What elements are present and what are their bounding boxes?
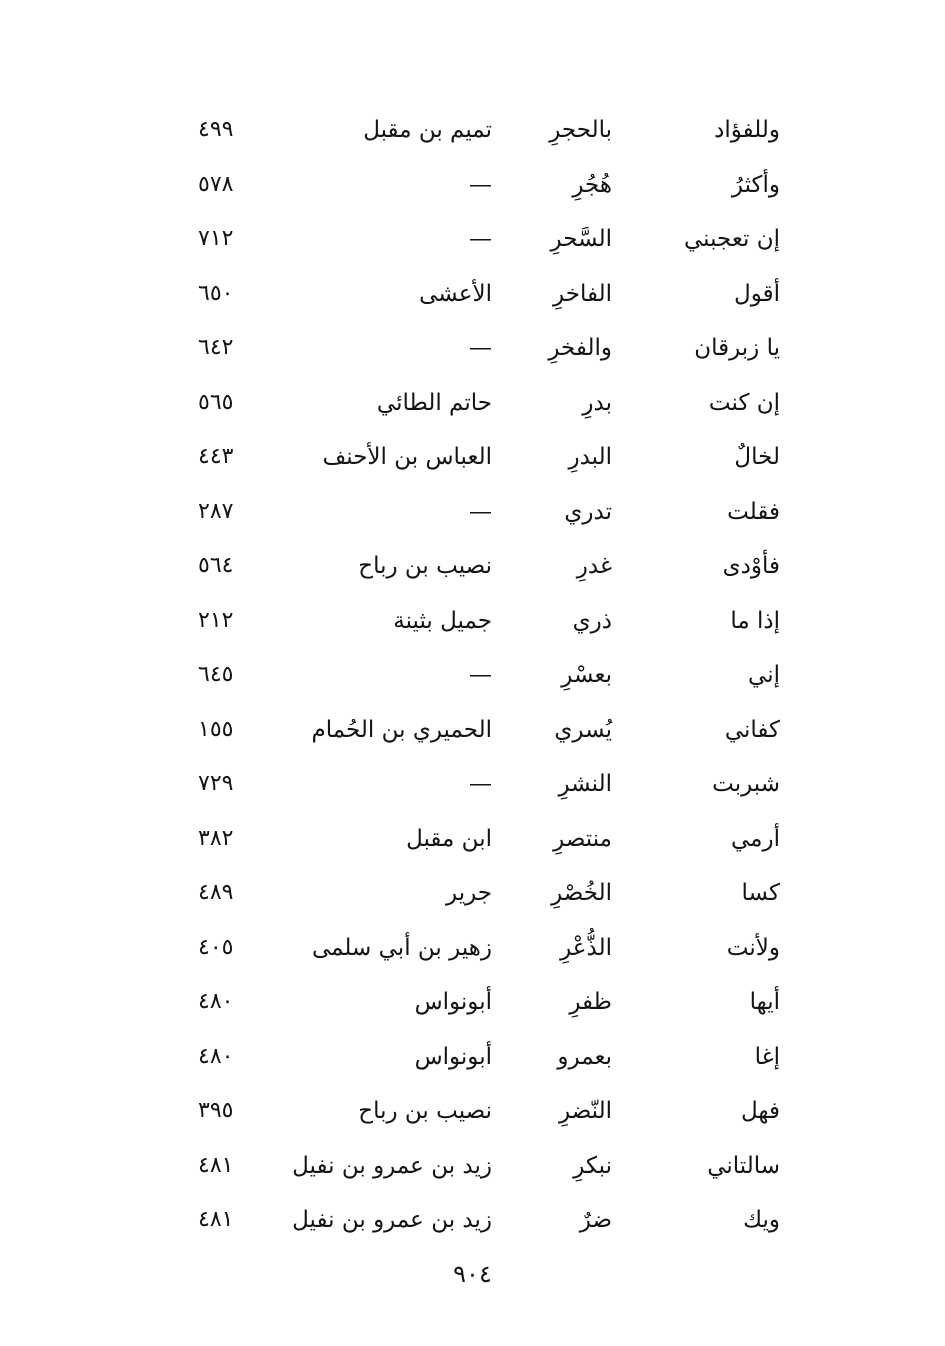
poet-name: — (469, 662, 492, 688)
rhyme-word: الذُّعْرِ (560, 934, 612, 961)
index-row-8 (180, 485, 780, 540)
index-row-11 (180, 648, 780, 703)
verse-opening-word: سالتاني (707, 1152, 780, 1179)
rhyme-word: بعمرو (557, 1043, 612, 1070)
poet-name: الأعشى (419, 280, 492, 307)
index-row-9 (180, 539, 780, 594)
rhyme-word: منتصرِ (553, 825, 612, 852)
poet-name: — (469, 771, 492, 797)
verse-opening-word: أقول (734, 280, 780, 307)
poet-name: زهير بن أبي سلمى (311, 934, 492, 961)
poet-name: أبونواس (414, 989, 492, 1015)
rhyme-word: الخُصْرِ (551, 880, 612, 906)
rhyme-word: النّضرِ (559, 1098, 612, 1124)
index-row-5 (180, 321, 780, 376)
page-number: ٣٩٥ (198, 1098, 234, 1123)
page-number: ٧٢٩ (198, 771, 234, 796)
verse-opening-word: شبربت (712, 771, 780, 797)
index-row-16 (180, 921, 780, 976)
verse-opening-word: إن كنت (708, 389, 780, 416)
page-number: ٤٠٥ (198, 934, 234, 960)
verse-opening-word: لخالٌ (734, 444, 780, 470)
page-number: ٦٤٢ (198, 335, 234, 360)
rhyme-word: هُجُرِ (572, 171, 612, 198)
poet-name: تميم بن مقبل (363, 117, 492, 143)
index-row-17 (180, 975, 780, 1030)
verse-opening-word: ولأنت (726, 934, 780, 961)
verse-opening-word: أيها (749, 989, 780, 1015)
index-row-19 (180, 1084, 780, 1139)
index-row-2 (180, 158, 780, 213)
index-row-20 (180, 1139, 780, 1194)
page-number: ٤٩٩ (198, 117, 234, 142)
verse-opening-word: كسا (741, 880, 780, 906)
page-number: ٢٨٧ (198, 498, 234, 524)
poet-name: جميل بثينة (393, 607, 492, 634)
page-number: ١٥٥ (198, 716, 234, 742)
poet-name: حاتم الطائي (376, 389, 492, 416)
page-number: ٤٨٩ (198, 880, 234, 905)
index-row-7 (180, 430, 780, 485)
poet-name: — (469, 171, 492, 198)
poet-name: — (469, 498, 492, 525)
rhyme-word: غدرِ (576, 553, 612, 579)
rhyme-word: ضرٌ (579, 1207, 612, 1233)
index-row-15 (180, 866, 780, 921)
poet-name: — (469, 335, 492, 361)
verse-opening-word: فهل (740, 1098, 780, 1124)
verse-opening-word: فقلت (727, 498, 780, 525)
index-row-21 (180, 1193, 780, 1248)
rhyme-word: ظفرِ (569, 989, 612, 1015)
verse-opening-word: يا زبرقان (694, 335, 780, 361)
page-number: ٤٨١ (198, 1152, 234, 1178)
page-number: ٥٧٨ (198, 171, 234, 197)
index-row-3 (180, 212, 780, 267)
verse-opening-word: إذا ما (730, 607, 780, 634)
rhyme-word: والفخرِ (548, 335, 612, 361)
poet-name: نصيب بن رباح (358, 553, 492, 579)
rhyme-word: بالحجرِ (549, 117, 612, 143)
index-row-4 (180, 267, 780, 322)
page-number: ٢١٢ (198, 607, 234, 633)
rhyme-word: تدري (564, 498, 612, 525)
page-number: ٤٨٠ (198, 1043, 234, 1069)
index-row-13 (180, 757, 780, 812)
page-number: ٤٨١ (198, 1207, 234, 1232)
page-number: ٦٥٠ (198, 280, 234, 306)
poet-name: الحميري بن الحُمام (311, 716, 492, 743)
poet-name: — (469, 226, 492, 252)
page-number: ٥٦٤ (198, 553, 234, 578)
index-row-12 (180, 703, 780, 758)
verse-opening-word: كفاني (724, 716, 780, 743)
poet-name: ابن مقبل (406, 825, 492, 852)
rhyme-word: النشرِ (558, 771, 612, 797)
verse-index-table (180, 103, 780, 1248)
rhyme-word: يُسري (554, 716, 612, 743)
page-number: ٤٤٣ (198, 444, 234, 469)
page-number: ٣٨٢ (198, 825, 234, 851)
verse-opening-word: وأكثرُ (731, 171, 780, 198)
verse-opening-word: ويك (743, 1207, 780, 1233)
index-row-1 (180, 103, 780, 158)
verse-opening-word: أرمي (731, 825, 780, 852)
verse-opening-word: إني (748, 662, 780, 688)
rhyme-word: نبكرِ (573, 1152, 612, 1179)
index-row-6 (180, 376, 780, 431)
verse-opening-word: إغا (754, 1043, 780, 1070)
folio-page-number: ٩٠٤ (453, 1260, 492, 1288)
poet-name: أبونواس (414, 1043, 492, 1070)
rhyme-word: بدرِ (582, 389, 612, 416)
page-number: ٦٤٥ (198, 662, 234, 687)
poet-name: جرير (446, 880, 492, 906)
verse-opening-word: إن تعجبني (684, 226, 780, 252)
index-row-18 (180, 1030, 780, 1085)
verse-opening-word: وللفؤاد (714, 117, 780, 143)
rhyme-word: الفاخرِ (553, 280, 612, 307)
poet-name: نصيب بن رباح (358, 1098, 492, 1124)
verse-opening-word: فأوْدى (722, 553, 780, 579)
rhyme-word: بعسْرِ (561, 662, 612, 688)
index-row-10 (180, 594, 780, 649)
poet-name: زيد بن عمرو بن نفيل (292, 1207, 492, 1233)
poet-name: العباس بن الأحنف (322, 444, 492, 470)
rhyme-word: البدرِ (568, 444, 612, 470)
poet-name: زيد بن عمرو بن نفيل (292, 1152, 492, 1179)
page-number: ٥٦٥ (198, 389, 234, 415)
page-number: ٤٨٠ (198, 989, 234, 1014)
rhyme-word: ذري (572, 607, 612, 634)
index-row-14 (180, 812, 780, 867)
page-number: ٧١٢ (198, 226, 234, 251)
rhyme-word: السَّحرِ (550, 226, 612, 252)
